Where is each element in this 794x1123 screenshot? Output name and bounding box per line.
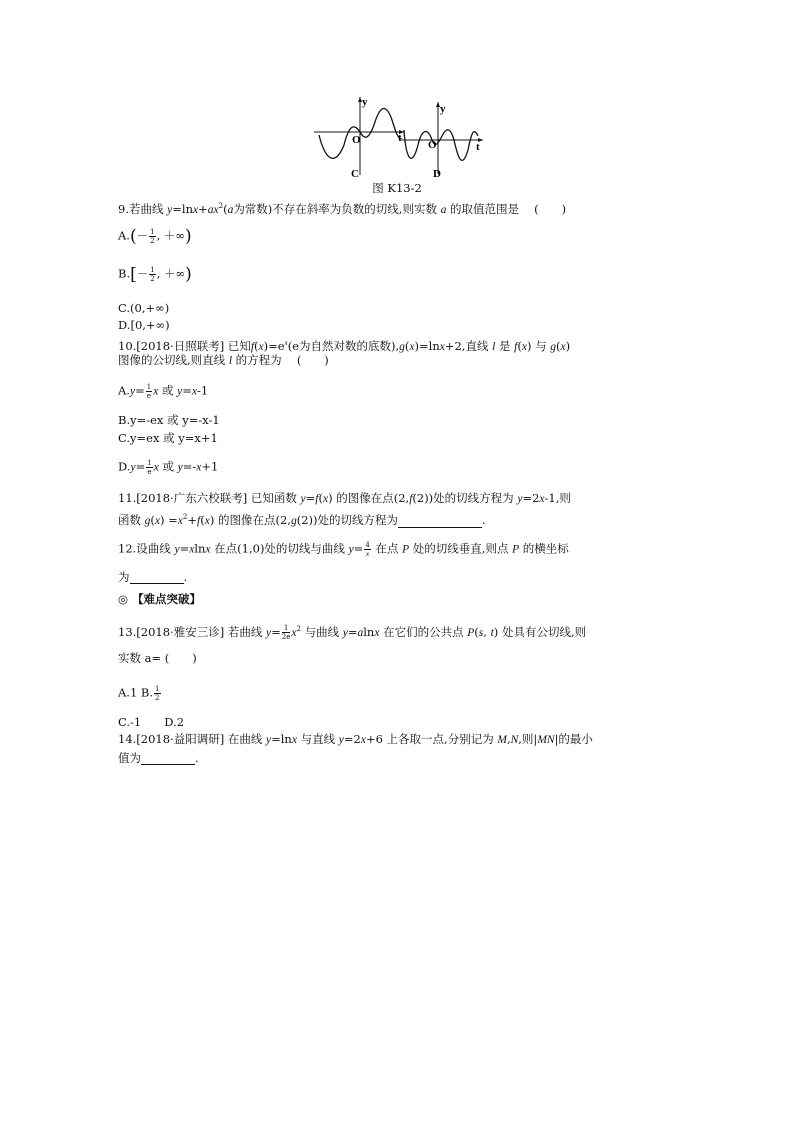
section-title: ◎ 【难点突破】 [118,592,202,606]
section-bullet-icon: ◎ [118,592,129,606]
q12-answer-blank[interactable] [130,583,184,584]
axis-y-label-d: y [440,103,446,115]
q9-option-a: A.(－ $\frac{1}{2}$ , ＋∞) [118,226,192,247]
q10-stem-line2: 图像的公切线,则直线 l 的方程为 ( ) [118,353,329,367]
graph-d-label: D [433,168,441,180]
q13-stem-line2: 实数 a= ( ) [118,651,197,665]
graph-d [398,100,488,180]
q9-stem: 9.若曲线 $y=\ln x+ax^2(a$为常数)不存在斜率为负数的切线,则实数 a 的取值范围是 ( ) [118,201,567,216]
origin-label-d: O [428,139,437,151]
q13-options-ab: A.1 B. $\frac{1}{2}$ [118,685,160,702]
q10-stem-line1: 10.[2018·日照联考] 已知$f(x)=e^x(e$为自然对数的底数),g(x)=lnx+2,直线 l 是 f(x) 与 g(x) [118,338,571,353]
q9-option-b: B.[－ $\frac{1}{2}$ , ＋∞) [118,264,192,285]
q10-option-a: A.y= $\frac{1}{e}$ x 或 y=x-1 [118,383,209,400]
q13-options-cd: C.-1 D.2 [118,715,185,729]
q13-stem-line1: 13.[2018·雅安三诊] 若曲线 y= $\frac{1}{2e}$ $x^2$ 与曲线 y=alnx 在它们的公共点 P(s, t) 处具有公切线,则 [118,624,587,642]
q11-answer-blank[interactable] [398,527,482,528]
axis-t-label-c: t [398,132,402,144]
q14-stem-line2: 值为 . [118,751,199,765]
q9-option-d: D.[0,+∞) [118,318,170,332]
q11-stem-line1: 11.[2018·广东六校联考] 已知函数 y=f(x) 的图像在点(2,f(2))处的切线方程为 y=2x-1,则 [118,491,571,505]
q12-stem-line2: 为 . [118,570,188,584]
origin-label-c: O [352,134,361,146]
q14-answer-blank[interactable] [141,764,195,765]
graph-c [314,95,406,180]
q12-stem-line1: 12.设曲线 y=xlnx 在点(1,0)处的切线与曲线 y= $\frac{4}{x}$ 在点 P 处的切线垂直,则点 P 的横坐标 [118,541,569,558]
q9-option-c: C.(0,+∞) [118,301,170,315]
graph-c-label: C [351,168,359,180]
q14-stem-line1: 14.[2018·益阳调研] 在曲线 y=lnx 与直线 y=2x+6 上各取一点,分别记为 M,N,则|MN|的最小 [118,732,593,746]
axis-t-label-d: t [476,141,480,153]
q10-option-d: D.y= $\frac{1}{e}$ x 或 y=-x+1 [118,459,219,476]
q10-option-b: B.y=-ex 或 y=-x-1 [118,413,220,427]
axis-y-label-c: y [362,96,368,108]
figure-caption: 图 K13-2 [372,181,422,195]
q10-option-c: C.y=ex 或 y=x+1 [118,431,218,445]
q11-stem-line2: 函数 $g(x) =x^2+f(x)$ 的图像在点(2,g(2))处的切线方程为 . [118,512,486,527]
